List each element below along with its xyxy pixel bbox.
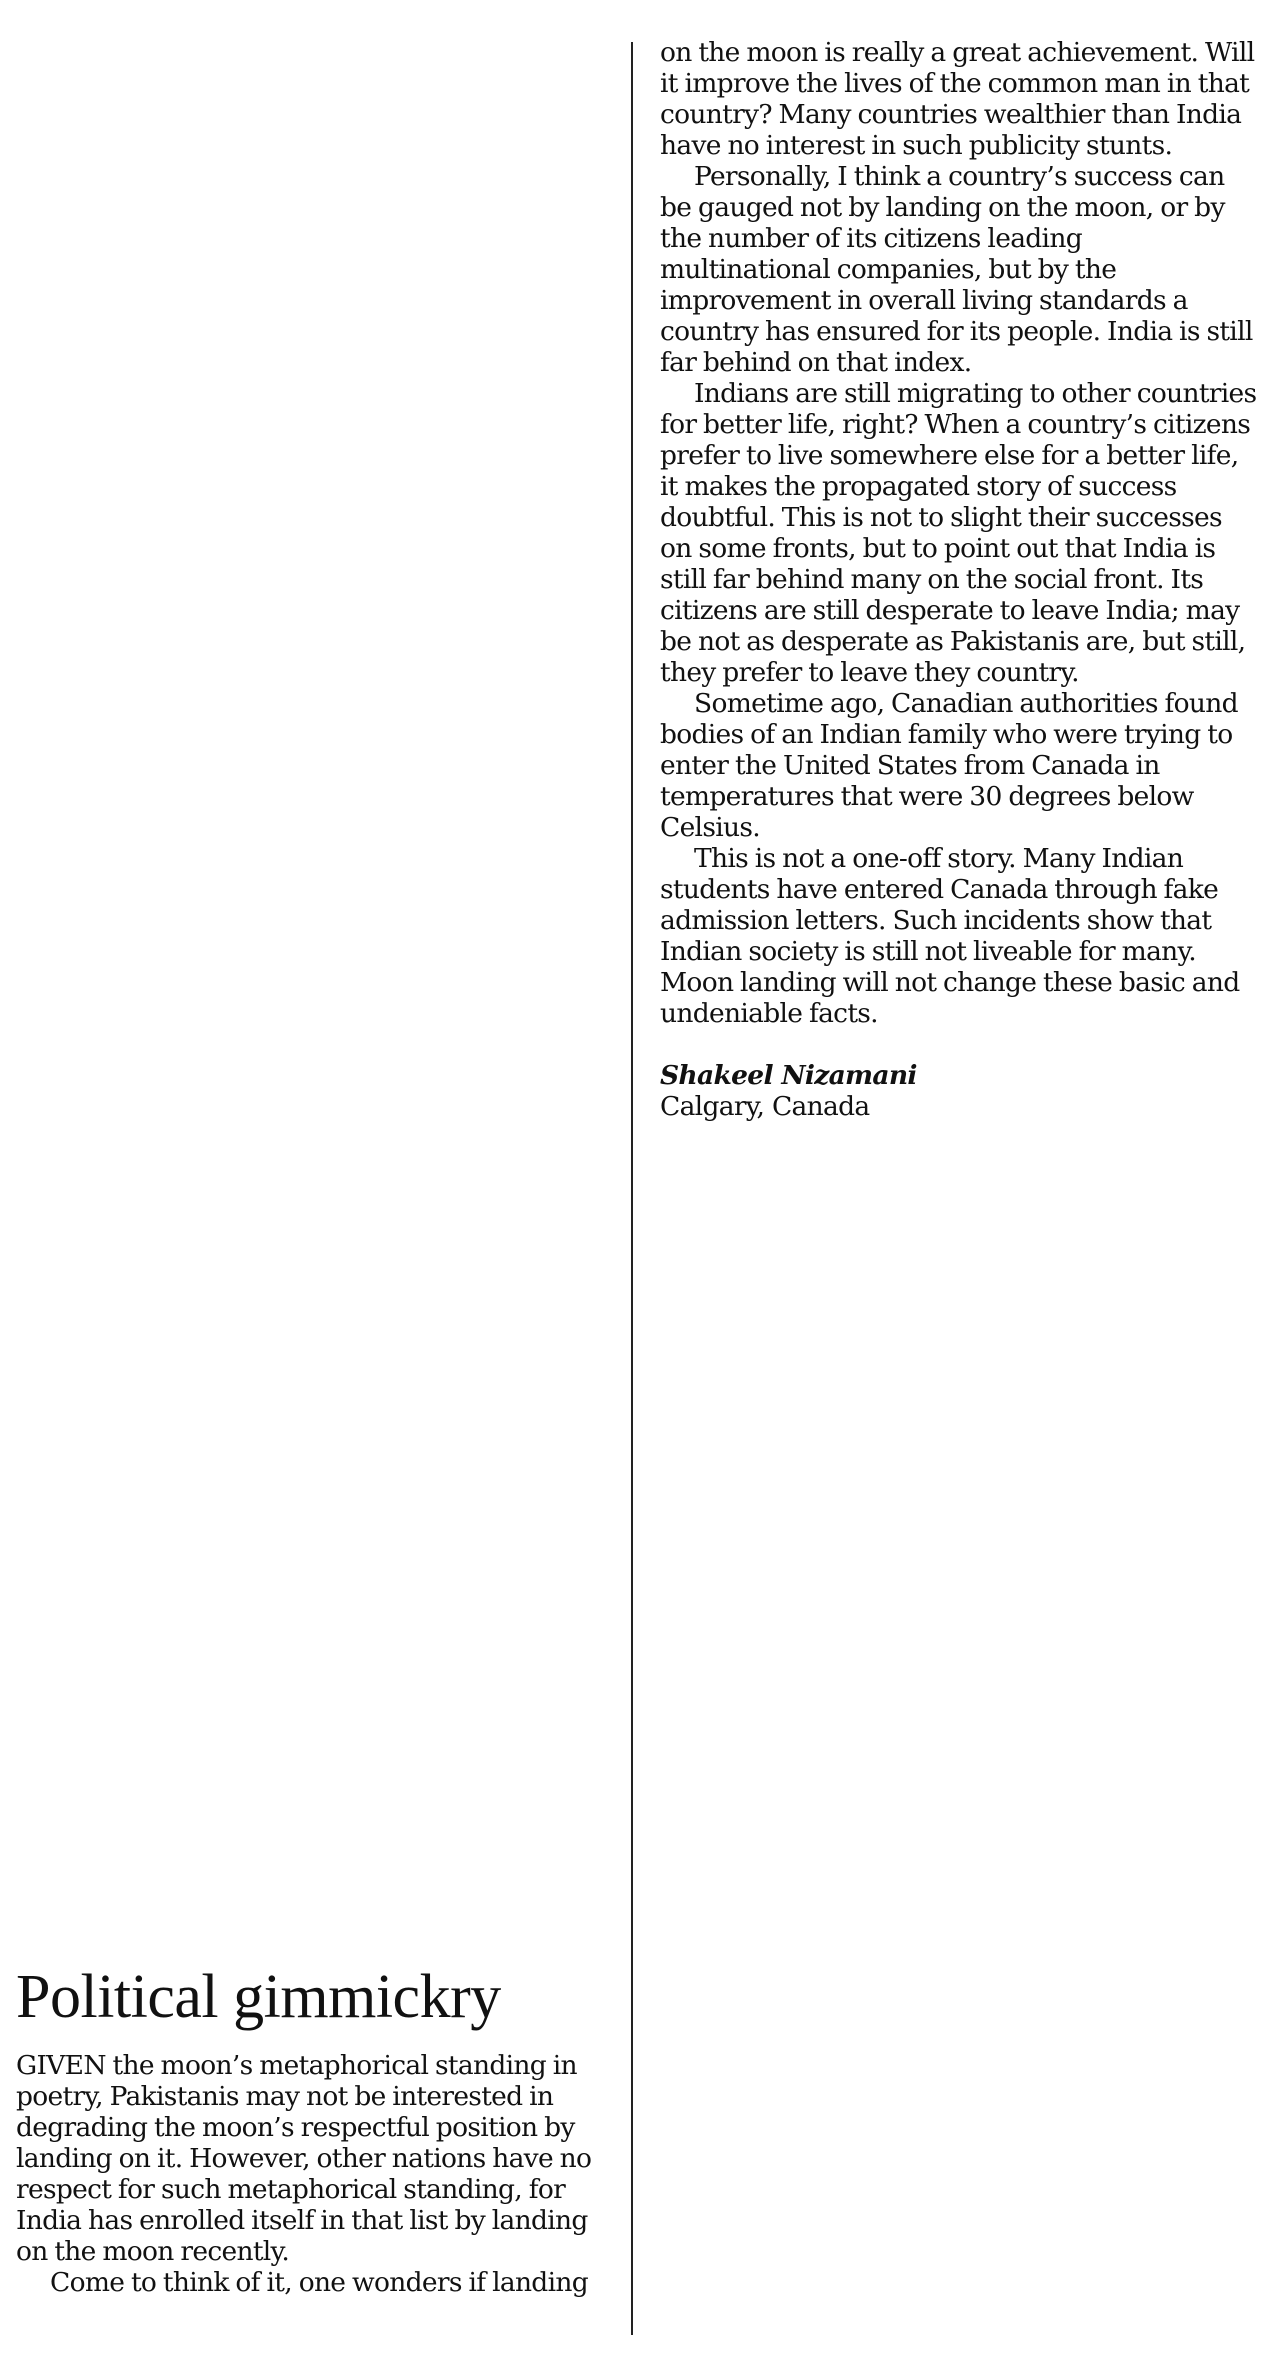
- signature-block: [660, 1060, 1258, 1122]
- paragraph-migration: Indians are still migrating to other countries for better life, right? When a country’s citizens prefer to live somewhere else for a better life, it makes the propagated story of success doubtful. This is not to slight their successes on some fronts, but to point out that India is still far behind many on the social front. Its citizens are still desperate to leave India; may be not as desperate as Pakistanis are, but still, they prefer to leave they country.: [660, 378, 1257, 688]
- paragraph-come-to-think: Come to think of it, one wonders if landing: [50, 2267, 588, 2298]
- author-name: Shakeel Nizamani: [660, 1060, 917, 1091]
- paragraph-continuation: on the moon is really a great achievement. Will it improve the lives of the common man in that country? Many countries wealthier than India have no interest in such publicity stunts.: [660, 37, 1255, 161]
- paragraph-one-off-story: This is not a one-off story. Many Indian students have entered Canada through fake admission letters. Such incidents show that Indian society is still not liveable for many. Moon landing will not change these basic and undeniable facts.: [660, 843, 1240, 1029]
- paragraph-canadian-authorities: Sometime ago, Canadian authorities found bodies of an Indian family who were trying to enter the United States from Canada in temperatures that were 30 degrees below Celsius.: [660, 688, 1238, 843]
- letter-headline: Political gimmickry: [16, 1963, 501, 2031]
- paragraph-success-gauge: Personally, I think a country’s success can be gauged not by landing on the moon, or by the number of its citizens leading multinational companies, but by the improvement in overall living standards a country has ensured for its people. India is still far behind on that index.: [660, 161, 1253, 378]
- author-location: Calgary, Canada: [660, 1091, 870, 1122]
- left-column: [16, 1960, 616, 2298]
- paragraph-opening: GIVEN the moon’s metaphorical standing in poetry, Pakistanis may not be interested in degrading the moon’s respectful position by landing on it. However, other nations have no respect for such metaphorical standing, for India has enrolled itself in that list by landing on the moon recently.: [16, 2050, 592, 2267]
- right-column: [660, 37, 1258, 1122]
- column-divider: [631, 42, 633, 2335]
